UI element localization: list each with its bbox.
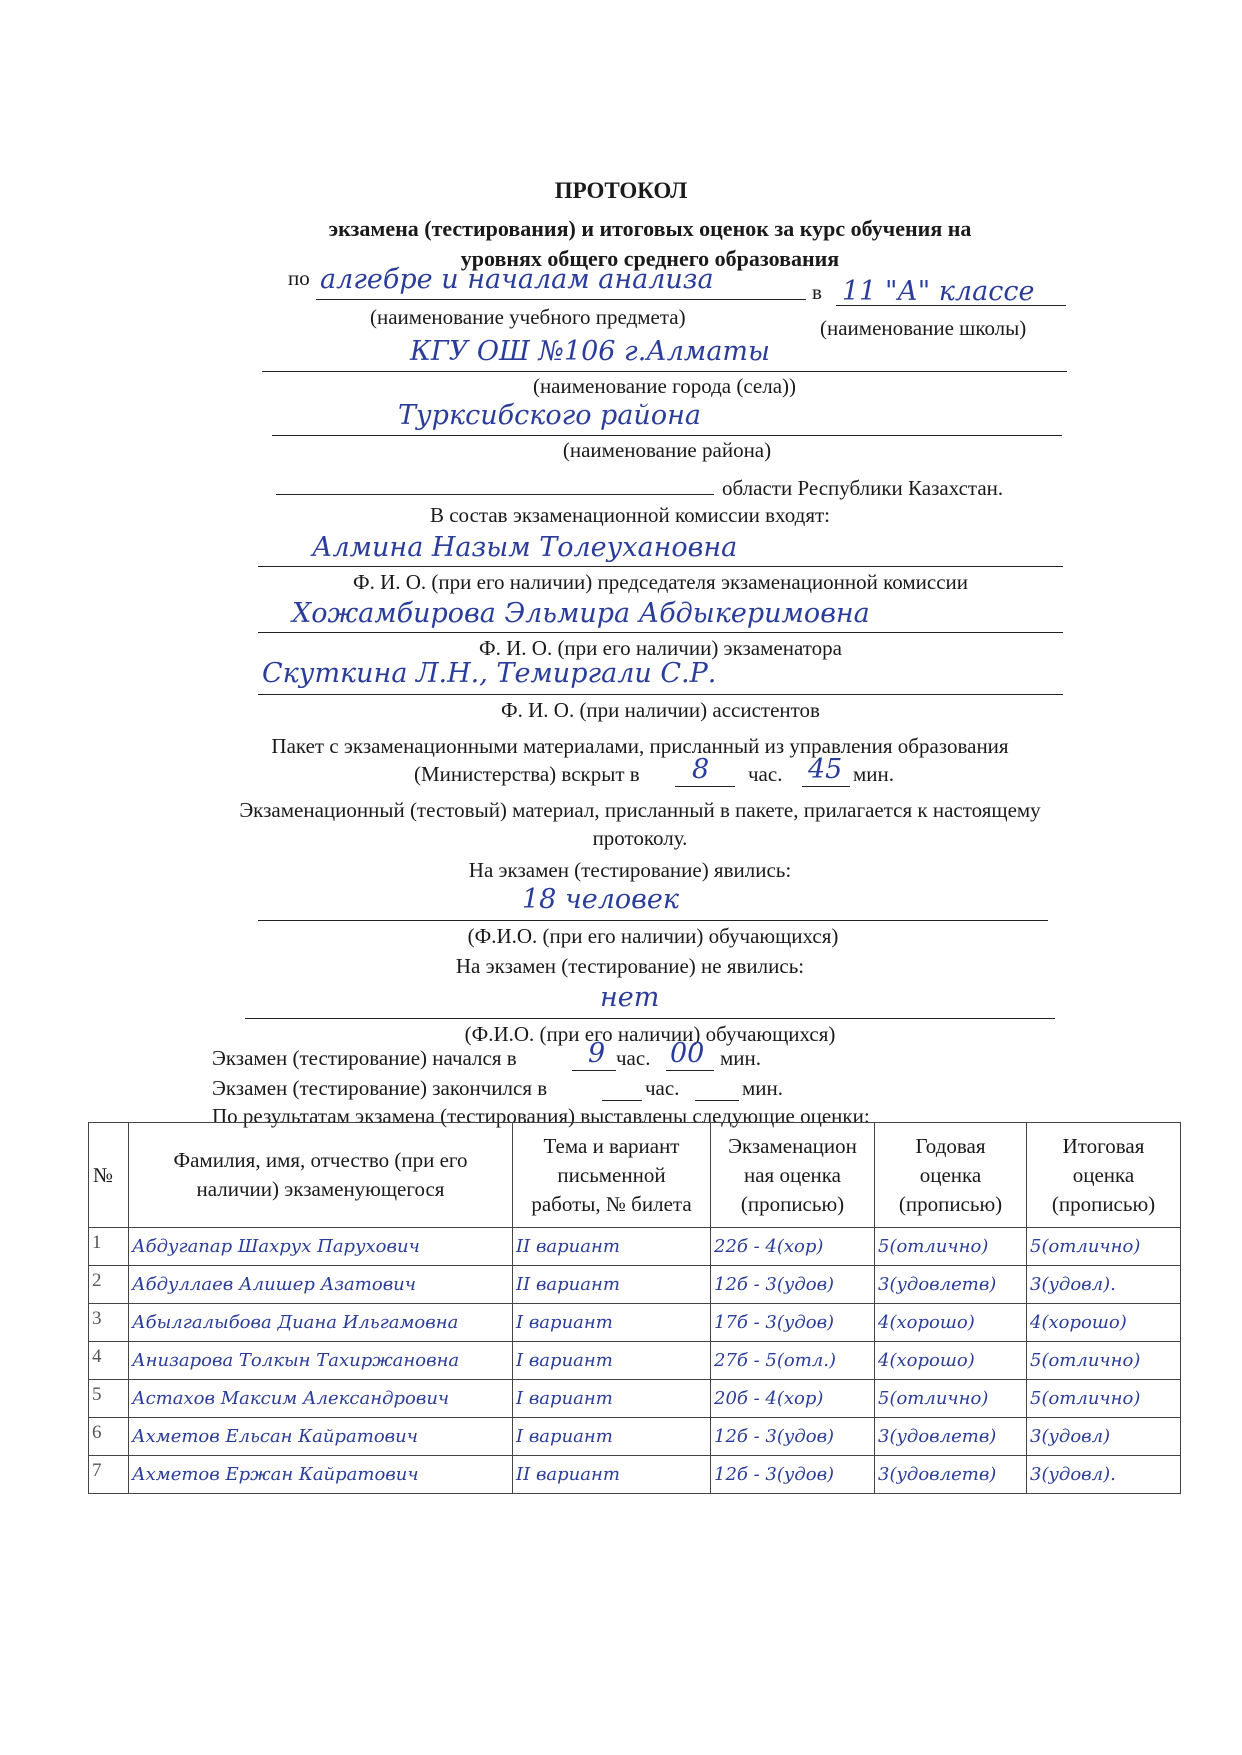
final-grade: 3(удовл). — [1027, 1266, 1181, 1304]
material-line1: Экзаменационный (тестовый) материал, присланный в пакете, прилагается к настоящему — [239, 798, 1041, 822]
examiner-value: Хожамбирова Эльмира Абдыкеримовна — [292, 598, 870, 629]
exam-grade: 27б - 5(отл.) — [711, 1342, 875, 1380]
variant-cell: II вариант — [513, 1266, 711, 1304]
subject-in-word: в — [812, 280, 822, 304]
row-number: 7 — [89, 1456, 129, 1494]
end-hour-underline — [602, 1100, 642, 1101]
absent-underline — [245, 1018, 1055, 1019]
variant-cell: I вариант — [513, 1418, 711, 1456]
package-hour-underline — [675, 786, 735, 787]
end-minute-underline — [695, 1100, 739, 1101]
commission-intro: В состав экзаменационной комиссии входят: — [429, 503, 830, 527]
student-name: Астахов Максим Александрович — [129, 1380, 513, 1418]
subject-underline — [316, 299, 806, 300]
chair-label: Ф. И. О. (при его наличии) председателя экзаменационной комиссии — [352, 570, 969, 594]
present-value: 18 человек — [522, 884, 679, 915]
start-hour-suffix: час. — [616, 1046, 651, 1070]
variant-cell: I вариант — [513, 1342, 711, 1380]
exam-grade: 20б - 4(хор) — [711, 1380, 875, 1418]
region-underline — [276, 494, 714, 495]
protocol-subtitle-line2: уровнях общего среднего образования — [460, 246, 840, 271]
results-body — [89, 1228, 1181, 1494]
present-label: (Ф.И.О. (при его наличии) обучающихся) — [467, 924, 839, 948]
present-underline — [258, 920, 1048, 921]
school-label: (наименование школы) — [820, 316, 1027, 340]
results-intro: По результатам экзамена (тестирования) выставлены следующие оценки: — [212, 1104, 870, 1128]
region-suffix: области Республики Казахстан. — [722, 476, 1004, 500]
package-line2-prefix: (Министерства) вскрыт в — [414, 762, 640, 786]
exam-grade: 17б - 3(удов) — [711, 1304, 875, 1342]
row-number: 3 — [89, 1304, 129, 1342]
header-final-grade: Итоговая оценка (прописью) — [1027, 1123, 1181, 1228]
start-minute-suffix: мин. — [720, 1046, 762, 1070]
final-grade: 5(отлично) — [1027, 1228, 1181, 1266]
chair-underline — [258, 566, 1063, 567]
end-prefix: Экзамен (тестирование) закончился в — [212, 1076, 548, 1100]
row-number: 4 — [89, 1342, 129, 1380]
city-label: (наименование города (села)) — [532, 374, 797, 398]
student-name: Ахметов Ельсан Кайратович — [129, 1418, 513, 1456]
package-minute: 45 — [808, 754, 843, 785]
row-number: 1 — [89, 1228, 129, 1266]
table-row — [89, 1456, 1181, 1494]
examiner-underline — [258, 632, 1063, 633]
city-underline — [272, 435, 1062, 436]
package-minute-suffix: мин. — [853, 762, 895, 786]
row-number: 2 — [89, 1266, 129, 1304]
results-table — [88, 1122, 1181, 1494]
row-number: 5 — [89, 1380, 129, 1418]
variant-cell: I вариант — [513, 1304, 711, 1342]
table-row — [89, 1228, 1181, 1266]
student-name: Абылгалыбова Диана Ильгамовна — [129, 1304, 513, 1342]
subject-prefix: по — [288, 266, 310, 290]
final-grade: 5(отлично) — [1027, 1342, 1181, 1380]
variant-cell: II вариант — [513, 1228, 711, 1266]
school-underline — [262, 371, 1067, 372]
student-name: Ахметов Ержан Кайратович — [129, 1456, 513, 1494]
absent-label: (Ф.И.О. (при его наличии) обучающихся) — [464, 1022, 836, 1046]
year-grade: 5(отлично) — [875, 1228, 1027, 1266]
examiner-label: Ф. И. О. (при его наличии) экзаменатора — [479, 636, 842, 660]
start-minute-underline — [666, 1070, 714, 1071]
end-hour-suffix: час. — [645, 1076, 680, 1100]
table-row — [89, 1380, 1181, 1418]
year-grade: 4(хорошо) — [875, 1304, 1027, 1342]
subject-label: (наименование учебного предмета) — [370, 305, 686, 329]
final-grade: 4(хорошо) — [1027, 1304, 1181, 1342]
header-exam-grade: Экзаменацион ная оценка (прописью) — [711, 1123, 875, 1228]
assistants-underline — [258, 694, 1063, 695]
variant-cell: II вариант — [513, 1456, 711, 1494]
assistants-label: Ф. И. О. (при наличии) ассистентов — [501, 698, 820, 722]
city-value: Турксибского района — [398, 400, 701, 431]
protocol-title: ПРОТОКОЛ — [554, 178, 688, 203]
package-hour: 8 — [692, 754, 710, 785]
assistants-value: Скуткина Л.Н., Темиргали С.Р. — [262, 658, 717, 689]
header-variant: Тема и вариант письменной работы, № билета — [513, 1123, 711, 1228]
row-number: 6 — [89, 1418, 129, 1456]
class-value: 11 "А" классе — [842, 276, 1035, 307]
variant-cell: I вариант — [513, 1380, 711, 1418]
subject-value: алгебре и началам анализа — [320, 264, 714, 295]
absent-value: нет — [600, 982, 660, 1013]
year-grade: 3(удовлетв) — [875, 1266, 1027, 1304]
material-line2: протоколу. — [592, 826, 688, 850]
exam-grade: 12б - 3(удов) — [711, 1418, 875, 1456]
header-name: Фамилия, имя, отчество (при его наличии) экзаменующегося — [129, 1123, 513, 1228]
table-row — [89, 1342, 1181, 1380]
student-name: Абдугапар Шахрух Парухович — [129, 1228, 513, 1266]
year-grade: 3(удовлетв) — [875, 1418, 1027, 1456]
final-grade: 3(удовл) — [1027, 1418, 1181, 1456]
package-hour-suffix: час. — [748, 762, 783, 786]
district-label: (наименование района) — [562, 438, 772, 462]
results-header-row — [89, 1123, 1181, 1228]
absent-intro: На экзамен (тестирование) не явились: — [455, 954, 805, 978]
present-intro: На экзамен (тестирование) явились: — [468, 858, 792, 882]
start-hour-underline — [572, 1070, 616, 1071]
start-prefix: Экзамен (тестирование) начался в — [212, 1046, 517, 1070]
year-grade: 4(хорошо) — [875, 1342, 1027, 1380]
year-grade: 3(удовлетв) — [875, 1456, 1027, 1494]
table-row — [89, 1418, 1181, 1456]
header-year-grade: Годовая оценка (прописью) — [875, 1123, 1027, 1228]
package-minute-underline — [802, 786, 850, 787]
exam-grade: 12б - 3(удов) — [711, 1456, 875, 1494]
final-grade: 5(отлично) — [1027, 1380, 1181, 1418]
exam-grade: 22б - 4(хор) — [711, 1228, 875, 1266]
exam-grade: 12б - 3(удов) — [711, 1266, 875, 1304]
chair-value: Алмина Назым Толеухановна — [312, 532, 738, 563]
start-hour: 9 — [588, 1038, 606, 1069]
protocol-subtitle-line1: экзамена (тестирования) и итоговых оценок за курс обучения на — [328, 216, 972, 241]
header-num: № — [89, 1123, 129, 1228]
table-row — [89, 1304, 1181, 1342]
final-grade: 3(удовл). — [1027, 1456, 1181, 1494]
year-grade: 5(отлично) — [875, 1380, 1027, 1418]
student-name: Абдуллаев Алишер Азатович — [129, 1266, 513, 1304]
start-minute: 00 — [670, 1038, 705, 1069]
school-value: КГУ ОШ №106 г.Алматы — [410, 336, 771, 367]
student-name: Анизарова Толкын Тахиржановна — [129, 1342, 513, 1380]
package-line1: Пакет с экзаменационными материалами, присланный из управления образования — [271, 734, 1009, 758]
end-minute-suffix: мин. — [742, 1076, 784, 1100]
table-row — [89, 1266, 1181, 1304]
